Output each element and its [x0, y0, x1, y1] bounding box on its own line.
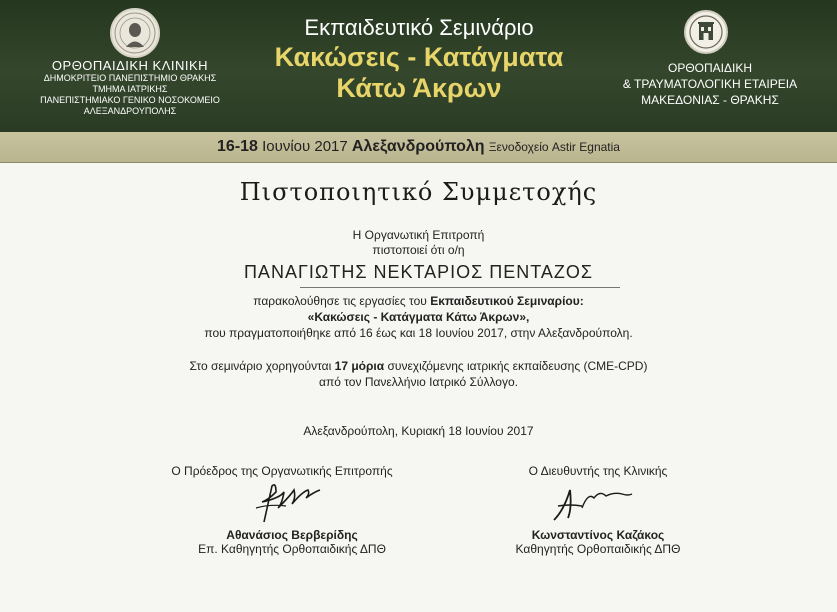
seminar-title-line2: Κάτω Άκρων	[336, 73, 502, 103]
signature-left	[132, 464, 432, 478]
event-dates	[0, 138, 837, 156]
held-line: που πραγματοποιήθηκε από 16 έως και 18 Ιουνίου 2017, στην Αλεξανδρούπολη.	[204, 326, 633, 340]
credits-value: 17 μόρια	[334, 359, 385, 373]
signer-title: Επ. Καθηγητής Ορθοπαιδικής ΔΠΘ	[198, 542, 386, 556]
clinic-line: ΑΛΕΞΑΝΔΡΟΥΠΟΛΗΣ	[83, 106, 177, 116]
credits-prefix: Στο σεμινάριο χορηγούνται	[189, 359, 332, 373]
event-month-year: Ιουνίου 2017	[262, 138, 348, 155]
participant-name: ΠΑΝΑΓΙΩΤΗΣ ΝΕΚΤΑΡΙΟΣ ΠΕΝΤΑΖΟΣ	[243, 262, 594, 282]
signer-right-details	[448, 528, 748, 556]
seminar-name-line	[0, 310, 837, 324]
certifies-line: πιστοποιεί ότι ο/η	[372, 243, 465, 257]
certificate-title: Πιστοποιητικό Συμμετοχής	[239, 178, 598, 206]
signer-name: Κωνσταντίνος Καζάκος	[531, 528, 665, 542]
society-line: ΜΑΚΕΔΟΝΙΑΣ - ΘΡΑΚΗΣ	[641, 93, 779, 107]
attended-line	[0, 294, 837, 308]
clinic-line: ΤΜΗΜΑ ΙΑΤΡΙΚΗΣ	[92, 84, 168, 94]
event-days: 16-18	[217, 138, 258, 155]
tower-icon	[688, 14, 724, 50]
society-info	[590, 60, 830, 108]
signer-name: Αθανάσιος Βερβερίδης	[226, 528, 358, 542]
clinic-line: ΔΗΜΟΚΡΙΤΕΙΟ ΠΑΝΕΠΙΣΤΗΜΙΟ ΘΡΑΚΗΣ	[43, 73, 217, 83]
signature-right	[448, 464, 748, 478]
seminar-type: Εκπαιδευτικό Σεμινάριο	[304, 15, 534, 40]
seminar-name: «Κακώσεις - Κατάγματα Κάτω Άκρων»,	[307, 310, 530, 324]
attended-bold: Εκπαιδευτικού Σεμιναρίου:	[430, 294, 584, 308]
bust-icon	[113, 11, 157, 55]
clinic-title: ΟΡΘΟΠΑΙΔΙΚΗ ΚΛΙΝΙΚΗ	[51, 58, 209, 73]
event-city: Αλεξανδρούπολη	[351, 138, 485, 155]
clinic-info	[10, 58, 250, 117]
name-underline	[300, 287, 620, 288]
seminar-title-block	[240, 14, 598, 104]
signer-title: Καθηγητής Ορθοπαιδικής ΔΠΘ	[515, 542, 681, 556]
signer-left-details	[142, 528, 442, 556]
credits-line-2: από τον Πανελλήνιο Ιατρικό Σύλλογο.	[319, 375, 518, 389]
credits-line	[0, 359, 837, 373]
committee-line: Η Οργανωτική Επιτροπή	[352, 228, 485, 242]
signer-role: Ο Διευθυντής της Κλινικής	[528, 464, 668, 478]
event-venue: Ξενοδοχείο Astir Egnatia	[488, 140, 620, 154]
attended-prefix: παρακολούθησε τις εργασίες του	[253, 294, 427, 308]
credits-suffix: συνεχιζόμενης ιατρικής εκπαίδευσης (CME-CPD)	[387, 359, 648, 373]
place-date: Αλεξανδρούπολη, Κυριακή 18 Ιουνίου 2017	[303, 424, 534, 438]
signature-right-scribble	[548, 480, 638, 528]
society-line: ΟΡΘΟΠΑΙΔΙΚΗ	[667, 61, 753, 75]
clinic-line: ΠΑΝΕΠΙΣΤΗΜΙΑΚΟ ΓΕΝΙΚΟ ΝΟΣΟΚΟΜΕΙΟ	[40, 95, 220, 105]
seminar-title-line1: Κακώσεις - Κατάγματα	[274, 42, 564, 72]
society-logo	[684, 10, 728, 54]
signer-role: Ο Πρόεδρος της Οργανωτικής Επιτροπής	[171, 464, 393, 478]
signature-left-scribble	[250, 478, 330, 528]
university-logo	[110, 8, 160, 58]
society-line: & ΤΡΑΥΜΑΤΟΛΟΓΙΚΗ ΕΤΑΙΡΕΙΑ	[622, 77, 798, 91]
